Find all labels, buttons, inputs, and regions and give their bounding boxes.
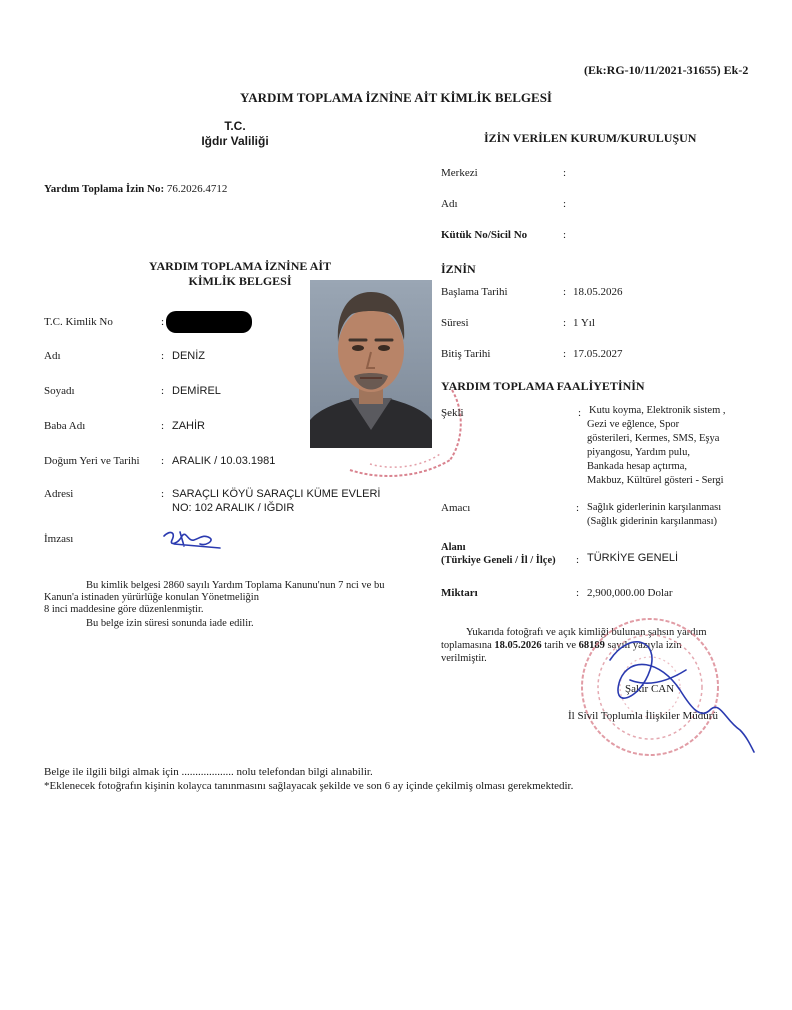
sekli-label: Şekli	[441, 407, 464, 419]
authority-tc: T.C.	[224, 119, 246, 133]
approval-line2-mid: tarih ve	[541, 640, 579, 651]
alani-label: Alanı	[441, 542, 466, 553]
surname-value: DEMİREL	[172, 385, 221, 397]
birth-label: Doğum Yeri ve Tarihi	[44, 455, 140, 467]
address-label: Adresi	[44, 488, 74, 500]
permit-start-value: 18.05.2026	[573, 286, 623, 298]
org-merkezi-label: Merkezi	[441, 167, 478, 179]
card-note-line2: Kanun'a istinaden yürürlüğe konulan Yönetmeliğin	[44, 592, 259, 603]
alani-value: TÜRKİYE GENELİ	[587, 552, 679, 564]
address-sep: :	[161, 488, 165, 500]
org-kutuk-sep: :	[563, 229, 567, 241]
birth-sep: :	[161, 455, 165, 467]
permit-number-value: 76.2026.4712	[166, 183, 228, 195]
miktari-label: Miktarı	[441, 587, 478, 599]
sekli-line4: piyangosu, Yardım pulu,	[587, 447, 690, 458]
signer-title: İl Sivil Toplumla İlişkiler Müdürü	[568, 710, 718, 722]
permit-start-sep: :	[563, 286, 567, 298]
document-reference: (Ek:RG-10/11/2021-31655) Ek-2	[584, 63, 749, 77]
org-kutuk-label: Kütük No/Sicil No	[441, 229, 528, 241]
father-sep: :	[161, 420, 165, 432]
document-title: YARDIM TOPLAMA İZNİNE AİT KİMLİK BELGESİ	[240, 90, 552, 105]
card-note-line3: 8 inci maddesine göre düzenlenmiştir.	[44, 604, 204, 615]
name-label: Adı	[44, 350, 61, 362]
amaci-sep: :	[576, 502, 580, 514]
miktari-value: 2,900,000.00 Dolar	[587, 587, 673, 599]
approval-date: 18.05.2026	[494, 640, 542, 651]
permit-duration-label: Süresi	[441, 317, 469, 329]
birth-value: ARALIK / 10.03.1981	[172, 455, 276, 467]
org-adi-label: Adı	[441, 198, 458, 210]
tc-label: T.C. Kimlik No	[44, 316, 113, 328]
permit-number-label: Yardım Toplama İzin No:	[44, 183, 165, 195]
name-value: DENİZ	[172, 350, 205, 362]
approval-line2-post: sayılı yazıyla izin	[604, 640, 682, 651]
approval-number: 68189	[578, 640, 605, 651]
footer-info-line: Belge ile ilgili bilgi almak için ................... nolu telefondan bilgi alınabilir.	[44, 766, 373, 778]
miktari-sep: :	[576, 587, 580, 599]
permit-heading: İZNİN	[441, 262, 476, 276]
permit-number	[44, 183, 227, 195]
sekli-line3: gösterileri, Kermes, SMS, Eşya	[587, 433, 720, 444]
approval-line3: verilmiştir.	[441, 653, 487, 664]
sekli-line6: Makbuz, Kültürel gösteri - Sergi	[587, 475, 724, 486]
sekli-line1: Kutu koyma, Elektronik sistem ,	[589, 405, 726, 416]
approval-line2-pre: toplamasına	[441, 640, 495, 651]
amaci-line2: (Sağlık giderinin karşılanması)	[587, 516, 718, 527]
sekli-sep: :	[578, 407, 582, 419]
permit-end-label: Bitiş Tarihi	[441, 348, 491, 360]
permit-duration-value: 1 Yıl	[573, 317, 595, 329]
sekli-line5: Bankada hesap açtırma,	[587, 461, 687, 472]
activity-heading: YARDIM TOPLAMA FAALİYETİNİN	[441, 379, 645, 393]
permit-start-label: Başlama Tarihi	[441, 286, 508, 298]
permit-end-value: 17.05.2027	[573, 348, 623, 360]
name-sep: :	[161, 350, 165, 362]
sekli-line2: Gezi ve eğlence, Spor	[587, 419, 680, 430]
address-value-line2: NO: 102 ARALIK / IĞDIR	[172, 502, 295, 514]
card-title-line2: KİMLİK BELGESİ	[188, 274, 292, 288]
tc-sep: :	[161, 316, 165, 328]
permit-duration-sep: :	[563, 317, 567, 329]
surname-sep: :	[161, 385, 165, 397]
amaci-label: Amacı	[441, 502, 471, 514]
footer-photo-note: *Eklenecek fotoğrafın kişinin kolayca tanınmasını sağlayacak şekilde ve son 6 ay içinde çekilmiş olması gerekmektedir.	[44, 780, 574, 792]
alani-sublabel: (Türkiye Geneli / İl / İlçe)	[441, 555, 556, 566]
signature-label: İmzası	[44, 533, 74, 545]
official-signature-icon	[590, 620, 760, 755]
org-heading: İZİN VERİLEN KURUM/KURULUŞUN	[484, 131, 697, 145]
org-adi-sep: :	[563, 198, 567, 210]
tc-redaction-block	[166, 311, 252, 333]
father-label: Baba Adı	[44, 420, 86, 432]
surname-label: Soyadı	[44, 385, 75, 397]
signer-name: Şakir CAN	[625, 683, 675, 695]
photo-stamp-icon	[340, 380, 470, 490]
org-merkezi-sep: :	[563, 167, 567, 179]
authority-name: Iğdır Valiliği	[201, 134, 269, 148]
amaci-line1: Sağlık giderlerinin karşılanması	[587, 502, 722, 513]
permit-end-sep: :	[563, 348, 567, 360]
father-value: ZAHİR	[172, 420, 205, 432]
holder-signature-icon	[160, 526, 230, 554]
card-note-line1: Bu kimlik belgesi 2860 sayılı Yardım Toplama Kanunu'nun 7 nci ve bu	[86, 580, 385, 591]
alani-sep: :	[576, 554, 580, 566]
card-title-line1: YARDIM TOPLAMA İZNİNE AİT	[148, 259, 332, 273]
address-value-line1: SARAÇLI KÖYÜ SARAÇLI KÜME EVLERİ	[172, 488, 381, 500]
approval-line1: Yukarıda fotoğrafı ve açık kimliği bulunan şahsın yardım	[466, 627, 707, 638]
card-note-line4: Bu belge izin süresi sonunda iade edilir.	[86, 618, 254, 629]
